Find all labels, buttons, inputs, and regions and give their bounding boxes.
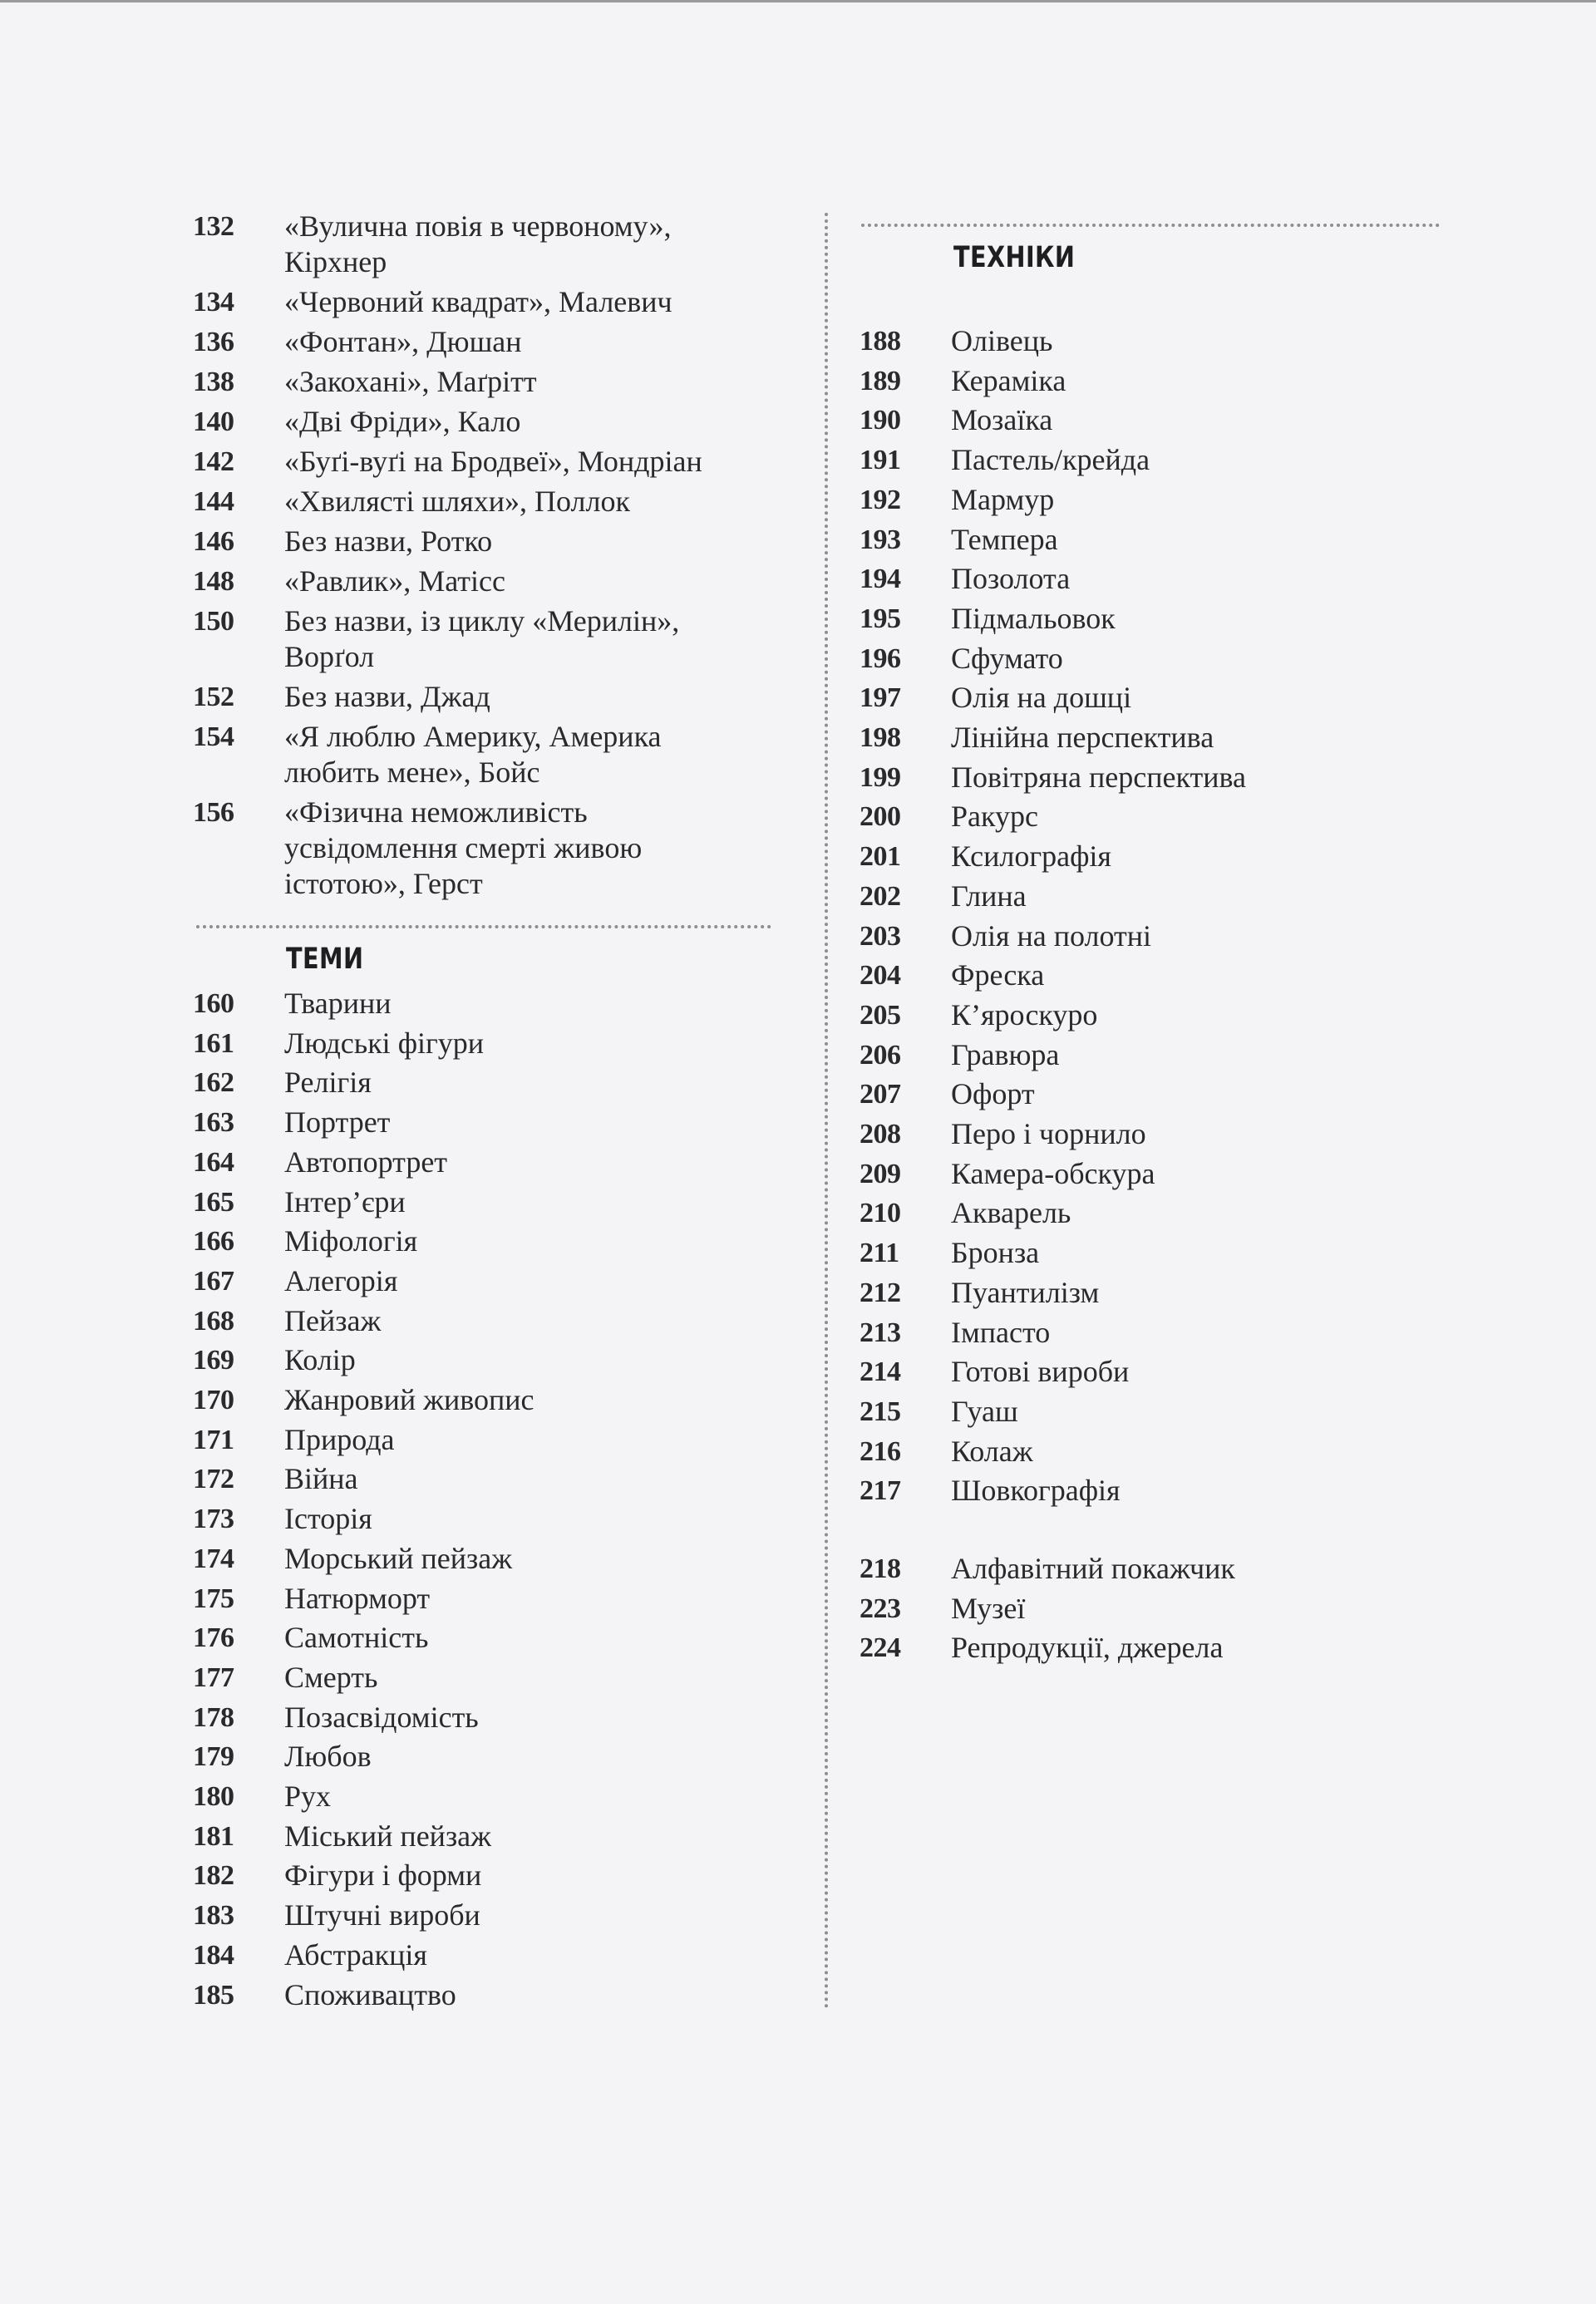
divider-before-techniques — [861, 224, 1440, 227]
toc-entry[interactable] — [193, 1858, 481, 1893]
entry-title: Ксилографія — [951, 839, 1111, 874]
entry-title: «Фонтан», Дюшан — [284, 325, 522, 358]
page-number: 194 — [860, 564, 901, 595]
page-number: 209 — [860, 1158, 901, 1189]
entry-title: Жанровий живопис — [284, 1383, 534, 1416]
entry-title: «Дві Фріди», Кало — [284, 405, 521, 438]
page-number: 136 — [193, 327, 234, 357]
toc-entry[interactable] — [193, 1937, 427, 1973]
page-number: 208 — [860, 1119, 901, 1150]
entry-title: Штучні вироби — [284, 1898, 480, 1932]
page-number: 177 — [193, 1662, 234, 1693]
themes-heading: ТЕМИ — [286, 943, 364, 976]
toc-entry[interactable] — [860, 997, 1097, 1033]
page-number: 217 — [860, 1475, 901, 1507]
page-number: 224 — [860, 1632, 901, 1664]
entry-title: Самотність — [284, 1621, 429, 1655]
entry-title: Мармур — [951, 482, 1055, 516]
page-number: 210 — [860, 1198, 901, 1229]
page-number: 175 — [193, 1583, 234, 1614]
entry-title: Любов — [284, 1740, 372, 1774]
entry-title: Міський пейзаж — [284, 1819, 492, 1853]
page-number: 168 — [193, 1305, 234, 1337]
page-number: 171 — [193, 1424, 234, 1455]
entry-title: Офорт — [951, 1077, 1035, 1111]
toc-entry[interactable] — [193, 1342, 356, 1378]
toc-entry[interactable] — [860, 879, 1027, 914]
toc-entry[interactable] — [193, 524, 492, 559]
entry-title: Репродукції, джерела — [951, 1631, 1224, 1665]
entry-title: Гравюра — [951, 1037, 1060, 1071]
toc-entry[interactable] — [860, 601, 1116, 637]
toc-entry[interactable] — [193, 1461, 358, 1497]
toc-entry[interactable] — [860, 1275, 1099, 1311]
entry-title: Колір — [284, 1343, 356, 1377]
page-number: 206 — [860, 1039, 901, 1071]
page-number: 196 — [860, 642, 901, 674]
page-number: 181 — [193, 1820, 234, 1852]
entry-title: Без назви, Джад — [284, 680, 490, 713]
toc-entry[interactable] — [193, 1303, 381, 1339]
entry-title: Лінійна перспектива — [951, 721, 1214, 754]
page-number: 211 — [860, 1238, 899, 1269]
page-number: 170 — [193, 1385, 234, 1415]
toc-entry[interactable] — [193, 1223, 417, 1259]
toc-entry[interactable] — [193, 564, 505, 599]
entry-title: Тварини — [284, 987, 392, 1020]
entry-title: «Вулична повія в червоному», Кірхнер — [284, 209, 672, 278]
entry-title: Олія на полотні — [951, 918, 1152, 953]
page-number: 207 — [860, 1079, 901, 1110]
entry-title: Гуаш — [951, 1394, 1018, 1428]
toc-entry[interactable] — [860, 1591, 1025, 1627]
page-number: 161 — [193, 1027, 234, 1059]
entry-title: Пуантилізм — [951, 1275, 1100, 1309]
entry-title: «Закохані», Маґрітт — [284, 365, 537, 398]
toc-entry[interactable] — [193, 1819, 491, 1854]
toc-entry[interactable] — [193, 1581, 430, 1617]
entry-title: «Хвилясті шляхи», Поллок — [284, 485, 630, 518]
page-number: 148 — [193, 566, 234, 597]
entry-title: Камера-обскура — [951, 1156, 1155, 1190]
toc-entry[interactable] — [193, 603, 679, 675]
toc-entry[interactable] — [193, 1026, 484, 1061]
page-number: 199 — [860, 761, 901, 793]
entry-title: Алегорія — [284, 1263, 398, 1297]
toc-entry[interactable] — [860, 1551, 1235, 1587]
entry-title: Портрет — [284, 1105, 391, 1140]
page-number: 202 — [860, 880, 901, 912]
entry-title: Природа — [284, 1422, 395, 1456]
page-number: 216 — [860, 1435, 901, 1467]
page-number: 160 — [193, 988, 234, 1019]
entry-title: «Равлик», Матісс — [284, 564, 505, 598]
toc-entry[interactable] — [193, 1065, 372, 1100]
toc-entry[interactable] — [860, 680, 1131, 716]
toc-entry[interactable] — [860, 918, 1151, 954]
page-number: 167 — [193, 1265, 234, 1297]
page-number: 174 — [193, 1543, 234, 1574]
page-number: 182 — [193, 1860, 234, 1892]
toc-entry[interactable] — [860, 1037, 1059, 1073]
toc-entry[interactable] — [860, 1354, 1129, 1390]
toc-entry[interactable] — [860, 641, 1063, 677]
entry-title: Війна — [284, 1462, 358, 1496]
entry-title: Автопортрет — [284, 1145, 448, 1179]
entry-title: Позолота — [951, 562, 1071, 596]
page-number: 138 — [193, 367, 234, 397]
toc-entry[interactable] — [193, 1263, 397, 1299]
page-number: 184 — [193, 1939, 234, 1971]
entry-title: «Фізична неможливість усвідомлення смерті живою істотою», Герст — [284, 795, 643, 900]
toc-entry[interactable] — [860, 522, 1058, 558]
entry-title: Колаж — [951, 1434, 1033, 1468]
entry-title: Релігія — [284, 1066, 372, 1100]
entry-title: Пастель/крейда — [951, 443, 1150, 477]
entry-title: Готові вироби — [951, 1355, 1130, 1389]
page-number: 173 — [193, 1504, 234, 1535]
page-number: 189 — [860, 365, 901, 396]
toc-entry[interactable] — [193, 1145, 447, 1180]
entry-title: «Буґі-вуґі на Бродвеї», Мондріан — [284, 445, 702, 478]
entry-title: Без назви, із циклу «Мерилін», Ворґол — [284, 604, 680, 673]
toc-entry[interactable] — [193, 284, 672, 320]
entry-title: Шовкографія — [951, 1474, 1121, 1508]
page-number: 204 — [860, 960, 901, 992]
toc-entry[interactable] — [193, 1184, 406, 1220]
entry-title: К’яроскуро — [951, 997, 1098, 1031]
toc-entry[interactable] — [860, 561, 1070, 597]
page-number: 144 — [193, 486, 234, 517]
entry-title: Абстракція — [284, 1937, 427, 1972]
entry-title: Глина — [951, 879, 1027, 913]
entry-title: Імпасто — [951, 1315, 1051, 1349]
toc-entry[interactable] — [860, 1434, 1033, 1470]
page-number: 140 — [193, 406, 234, 437]
entry-title: Ракурс — [951, 800, 1038, 834]
toc-entry[interactable] — [193, 1541, 512, 1577]
entry-title: Без назви, Ротко — [284, 524, 493, 558]
entry-title: Смерть — [284, 1660, 378, 1694]
page-number: 142 — [193, 446, 234, 477]
entry-title: Алфавітний покажчик — [951, 1552, 1235, 1585]
entry-title: Міфологія — [284, 1224, 418, 1258]
page-number: 205 — [860, 999, 901, 1031]
page-number: 178 — [193, 1701, 234, 1733]
page-number: 152 — [193, 682, 234, 712]
toc-entry[interactable] — [860, 402, 1052, 438]
page-number: 169 — [193, 1345, 234, 1376]
toc-entry[interactable] — [860, 442, 1150, 478]
entry-title: Кераміка — [951, 363, 1066, 397]
toc-entry[interactable] — [193, 1977, 456, 2013]
page-number: 213 — [860, 1317, 901, 1348]
entry-title: Позасвідомість — [284, 1700, 479, 1734]
toc-entry[interactable] — [193, 1382, 534, 1418]
toc-entry[interactable] — [860, 1235, 1039, 1271]
page-number: 163 — [193, 1107, 234, 1139]
entry-title: Підмальовок — [951, 601, 1116, 635]
column-divider — [825, 213, 828, 2010]
toc-entry[interactable] — [193, 1898, 480, 1933]
entry-title: Пейзаж — [284, 1303, 382, 1337]
page-number: 223 — [860, 1593, 901, 1624]
toc-entry[interactable] — [193, 1422, 395, 1458]
toc-entry[interactable] — [193, 364, 537, 400]
page-number: 146 — [193, 526, 234, 557]
page-number: 162 — [193, 1067, 234, 1099]
page-number: 166 — [193, 1226, 234, 1258]
page-number: 180 — [193, 1781, 234, 1812]
page-number: 150 — [193, 606, 234, 637]
entry-title: Акварель — [951, 1196, 1071, 1230]
toc-entry[interactable] — [193, 986, 392, 1022]
entry-title: «Я люблю Америку, Америка любить мене», Бойс — [284, 720, 662, 789]
page-number: 134 — [193, 287, 234, 318]
toc-entry[interactable] — [193, 444, 702, 480]
entry-title: Олія на дошці — [951, 681, 1132, 715]
page-number: 215 — [860, 1396, 901, 1427]
toc-entry[interactable] — [193, 1739, 372, 1775]
entry-title: «Червоний квадрат», Малевич — [284, 285, 672, 318]
toc-entry[interactable] — [193, 209, 671, 280]
page-number: 176 — [193, 1622, 234, 1654]
top-rule — [0, 0, 1596, 2]
toc-entry[interactable] — [193, 1700, 479, 1735]
page-number: 198 — [860, 722, 901, 753]
page-number: 212 — [860, 1277, 901, 1308]
entry-title: Рух — [284, 1780, 332, 1813]
page-number: 154 — [193, 721, 234, 752]
page-number: 165 — [193, 1186, 234, 1218]
page-number: 218 — [860, 1553, 901, 1584]
entry-title: Історія — [284, 1502, 372, 1536]
entry-title: Олівець — [951, 324, 1053, 357]
toc-entry[interactable] — [860, 760, 1246, 795]
toc-entry[interactable] — [860, 363, 1066, 399]
toc-entry[interactable] — [860, 1116, 1146, 1152]
page-number: 185 — [193, 1979, 234, 2011]
entry-title: Споживацтво — [284, 1977, 456, 2011]
page-number: 164 — [193, 1146, 234, 1178]
toc-entry[interactable] — [193, 1105, 390, 1140]
page-number: 214 — [860, 1356, 901, 1388]
entry-title: Перо і чорнило — [951, 1117, 1146, 1150]
entry-title: Фігури і форми — [284, 1858, 482, 1893]
toc-entry[interactable] — [193, 1501, 372, 1537]
toc-entry[interactable] — [193, 1779, 331, 1814]
page-number: 203 — [860, 920, 901, 952]
toc-entry[interactable] — [193, 719, 662, 790]
toc-entry[interactable] — [860, 1630, 1223, 1666]
page-number: 188 — [860, 326, 901, 357]
page-number: 183 — [193, 1900, 234, 1932]
page-number: 201 — [860, 841, 901, 873]
toc-entry[interactable] — [860, 323, 1052, 359]
toc-entry[interactable] — [193, 484, 630, 519]
entry-title: Бронза — [951, 1236, 1040, 1270]
page-number: 197 — [860, 682, 901, 714]
toc-entry[interactable] — [193, 404, 520, 440]
page-number: 195 — [860, 603, 901, 634]
page-number: 132 — [193, 211, 234, 242]
toc-entry[interactable] — [860, 958, 1044, 993]
page-number: 193 — [860, 524, 901, 555]
toc-entry[interactable] — [193, 679, 490, 715]
entry-title: Фреска — [951, 958, 1045, 992]
entry-title: Морський пейзаж — [284, 1541, 513, 1575]
entry-title: Натюрморт — [284, 1581, 431, 1615]
page-number: 192 — [860, 484, 901, 515]
page-number: 179 — [193, 1741, 234, 1773]
toc-entry[interactable] — [860, 482, 1054, 518]
divider-before-themes — [196, 925, 771, 928]
toc-entry[interactable] — [193, 795, 642, 902]
entry-title: Музеї — [951, 1591, 1026, 1625]
page-number: 191 — [860, 445, 901, 476]
entry-title: Темпера — [951, 522, 1058, 556]
entry-title: Сфумато — [951, 641, 1063, 675]
toc-entry[interactable] — [860, 799, 1038, 834]
toc-entry[interactable] — [860, 839, 1111, 874]
toc-entry[interactable] — [860, 1394, 1018, 1430]
toc-entry[interactable] — [860, 1473, 1121, 1509]
entry-title: Мозаїка — [951, 403, 1053, 437]
page-number: 200 — [860, 801, 901, 833]
toc-entry[interactable] — [193, 324, 522, 360]
toc-entry[interactable] — [860, 1195, 1071, 1231]
entry-title: Інтер’єри — [284, 1184, 406, 1218]
toc-entry[interactable] — [860, 1315, 1050, 1351]
techniques-heading: ТЕХНІКИ — [953, 241, 1076, 274]
page-number: 190 — [860, 405, 901, 436]
toc-entry[interactable] — [193, 1620, 428, 1656]
toc-entry[interactable] — [860, 720, 1214, 756]
entry-title: Людські фігури — [284, 1026, 485, 1060]
entry-title: Повітряна перспектива — [951, 760, 1246, 794]
toc-entry[interactable] — [860, 1156, 1155, 1192]
page-number: 172 — [193, 1464, 234, 1495]
toc-entry[interactable] — [193, 1660, 377, 1696]
toc-entry[interactable] — [860, 1076, 1035, 1112]
page-number: 156 — [193, 797, 234, 828]
